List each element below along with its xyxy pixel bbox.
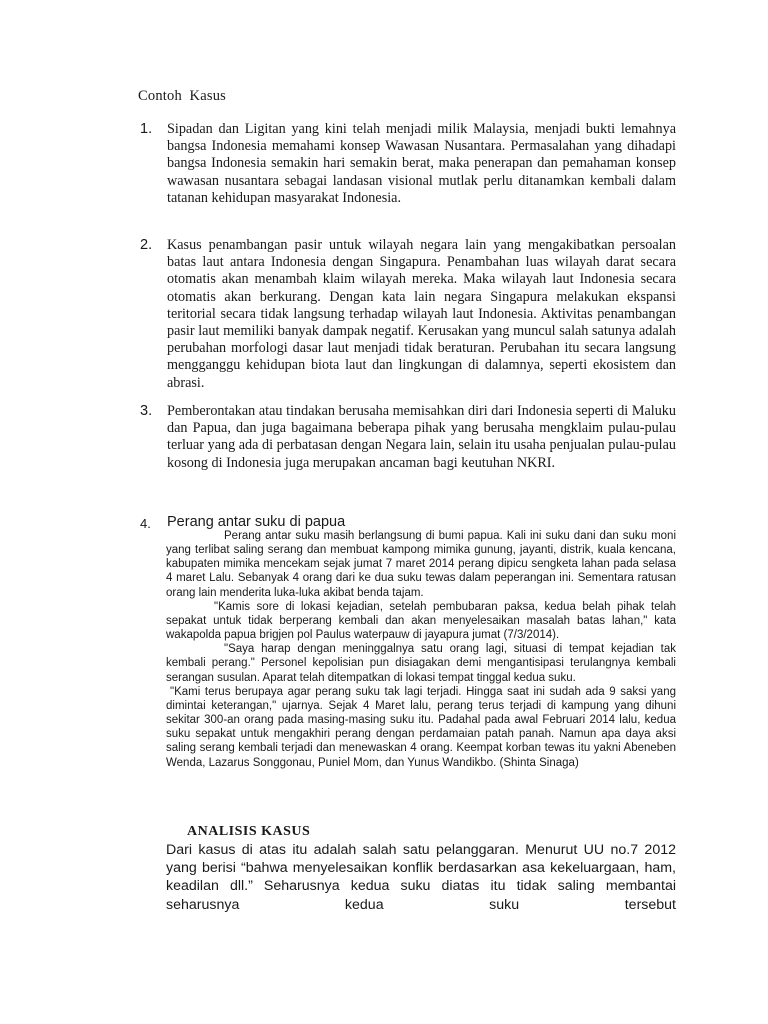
case-item-1 <box>140 121 676 207</box>
case-examples-heading: Contoh Kasus <box>138 88 226 104</box>
item-title: Perang antar suku di papua <box>167 514 346 530</box>
item-number: 3. <box>140 403 153 419</box>
news-paragraph: Perang antar suku masih berlangsung di bumi papua. Kali ini suku dani dan suku moni yang terlibat saling serang dan membuat kampong mimika gunung, jayanti, distrik, kuala kencana, kabupaten mimika mencekam sejak jumat 7 maret 2014 perang dipicu sengketa lahan pada selasa 4 maret Lalu. Sebanyak 4 orang dari ke dua suku tewas dalam peperangan ini. Sementara ratusan orang lain menderita luka-luka akibat benda tajam. <box>166 530 676 599</box>
case-item-2 <box>140 237 676 392</box>
news-paragraph: "Saya harap dengan meninggalnya satu orang lagi, situasi di tempat kejadian tak kembali perang." Personel kepolisian pun disiagakan demi mengantisipasi terulangnya kembali serangan susulan. Aparat telah ditempatkan di lokasi tempat tinggal kedua suku. <box>166 643 676 684</box>
item-text: Kasus penambangan pasir untuk wilayah negara lain yang mengakibatkan persoalan batas laut antara Indonesia dengan Singapura. Penambahan luas wilayah darat secara otomatis akan menambah klaim wilayah mereka. Maka wilayah laut Indonesia secara otomatis akan berkurang. Dengan kata lain negara Singapura melakukan ekspansi teritorial secara tidak langsung terhadap wilayah laut Indonesia. Aktivitas penambangan pasir laut memiliki banyak dampak negatif. Kerusakan yang muncul salah satunya adalah perubahan morfologi dasar laut menjadi tidak beraturan. Perubahan itu secara langsung mengganggu kehidupan biota laut dan lingkungan di dalamnya, seperti ekosistem dan abrasi. <box>167 237 676 391</box>
item-number: 1. <box>140 121 153 137</box>
analysis-heading: ANALISIS KASUS <box>187 824 311 839</box>
case-item-3 <box>140 403 676 472</box>
item-number: 2. <box>140 237 153 253</box>
item-number: 4. <box>140 516 151 531</box>
news-article <box>166 529 676 770</box>
item-text: Sipadan dan Ligitan yang kini telah menjadi milik Malaysia, menjadi bukti lemahnya bangsa Indonesia memahami konsep Wawasan Nusantara. Permasalahan yang dihadapi bangsa Indonesia semakin hari semakin berat, maka penerapan dan pemahaman konsep wawasan nusantara sebagai landasan visional mutlak perlu ditanamkan kembali dalam tatanan kehidupan masyarakat Indonesia. <box>167 121 676 206</box>
news-paragraph: "Kami terus berupaya agar perang suku tak lagi terjadi. Hingga saat ini sudah ada 9 saksi yang dimintai keterangan," ujarnya. Sejak 4 Maret lalu, perang terus terjadi di kampung yang dihuni sekitar 300-an orang pada masing-masing suku itu. Padahal pada awal Februari 2014 lalu, kedua suku sepakat untuk mengakhiri perang dengan perdamaian patah panah. Namun apa daya aksi saling serang kembali terjadi dan menewaskan 4 orang. Keempat korban tewas itu yakni Abeneben Wenda, Lazarus Songgonau, Puniel Mom, dan Yunus Wandikbo. (Shinta Sinaga) <box>166 685 676 769</box>
item-text: Pemberontakan atau tindakan berusaha memisahkan diri dari Indonesia seperti di Maluku dan Papua, dan juga bagaimana beberapa pihak yang berusaha mengklaim pulau-pulau terluar yang ada di perbatasan dengan Negara lain, selain itu usaha penjualan pulau-pulau kosong di Indonesia juga merupakan ancaman bagi keutuhan NKRI. <box>167 403 676 471</box>
analysis-text: Dari kasus di atas itu adalah salah satu pelanggaran. Menurut UU no.7 2012 yang berisi “bahwa menyelesaikan konflik berdasarkan asa kekeluargaan, ham, keadilan dll.” Seharusnya kedua suku diatas itu tidak saling membantai seharusnya kedua suku tersebut <box>166 842 676 913</box>
news-paragraph: "Kamis sore di lokasi kejadian, setelah pembubaran paksa, kedua belah pihak telah sepakat untuk tidak berperang kembali dan akan menyelesaikan masalah batas lahan," kata wakapolda papua brigjen pol Paulus waterpauw di jayapura jumat (7/3/2014). <box>166 600 676 642</box>
